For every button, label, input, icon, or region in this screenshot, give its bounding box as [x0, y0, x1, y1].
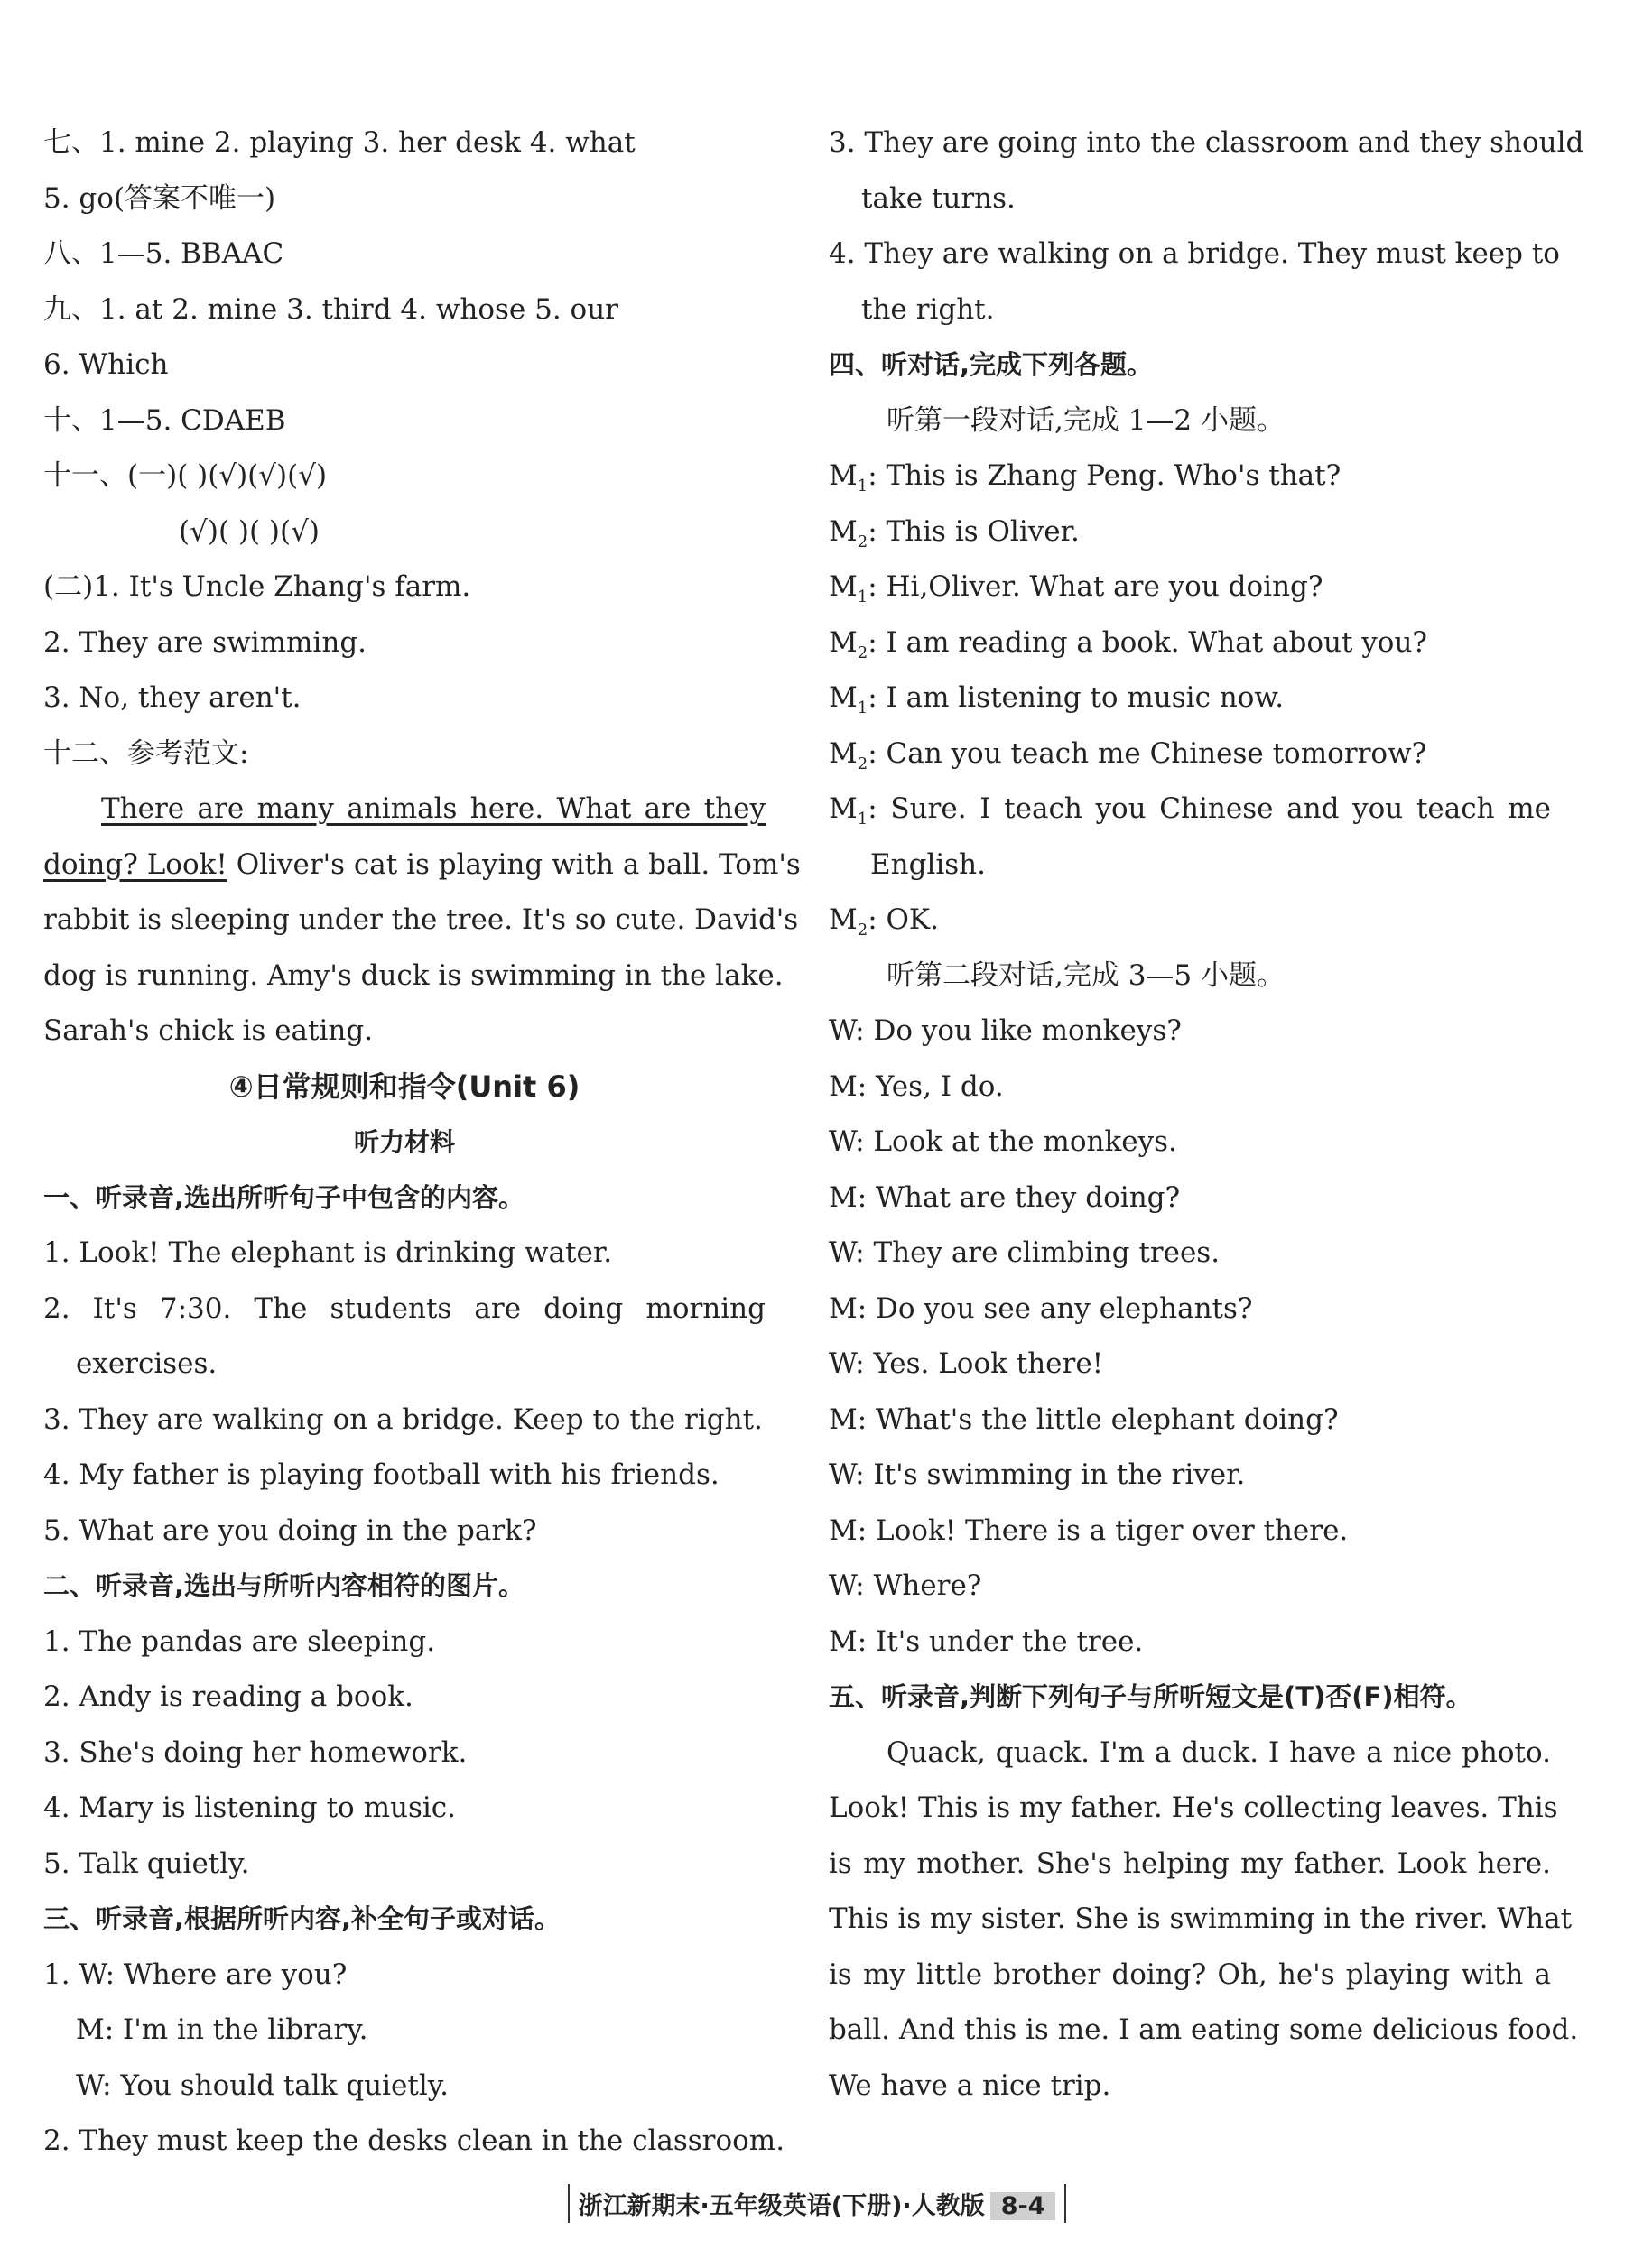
- speaker-number: 2: [857, 754, 868, 773]
- list-item: 5. Talk quietly.: [43, 1847, 250, 1880]
- dialogue-text: : Can you teach me Chinese tomorrow?: [868, 736, 1427, 770]
- list-item: 4. My father is playing football with his friends.: [43, 1458, 720, 1491]
- answer-line: 2. They are swimming.: [43, 625, 367, 659]
- dialogue-text: : This is Zhang Peng. Who's that?: [868, 459, 1342, 492]
- list-item: 1. W: Where are you?: [43, 1958, 348, 1991]
- dialogue-text: : I am listening to music now.: [868, 681, 1285, 714]
- dialogue-text: : This is Oliver.: [868, 514, 1080, 548]
- speaker: M: [829, 903, 858, 936]
- dialogue-line: W: Do you like monkeys?: [829, 1014, 1182, 1047]
- dialogue-line: [829, 616, 1551, 671]
- dialogue-text: : OK.: [868, 903, 939, 936]
- dialogue-text: : Hi,Oliver. What are you doing?: [868, 570, 1323, 603]
- listening-title: 听力材料: [353, 1127, 455, 1157]
- dialogue-line: [829, 449, 1551, 505]
- dialogue-line: English.: [870, 847, 986, 881]
- section-heading: 二、听录音,选出与所听内容相符的图片。: [43, 1570, 525, 1601]
- list-item: 1. The pandas are sleeping.: [43, 1625, 436, 1658]
- speaker: M: [829, 514, 858, 548]
- speaker-number: 1: [857, 810, 868, 829]
- list-item: 1. Look! The elephant is drinking water.: [43, 1236, 613, 1269]
- essay-line: Sarah's chick is eating.: [43, 1014, 374, 1047]
- dialogue-line: M: Do you see any elephants?: [829, 1291, 1253, 1325]
- answer-line: 七、1. mine 2. playing 3. her desk 4. what: [43, 126, 636, 159]
- page-number: 8-4: [990, 2192, 1056, 2220]
- answer-line: (√)( )( )(√): [179, 514, 320, 548]
- section-heading: 三、听录音,根据所听内容,补全句子或对话。: [43, 1903, 562, 1934]
- passage-line: ball. And this is me. I am eating some delicious food.: [829, 2013, 1579, 2046]
- answer-line: 6. Which: [43, 348, 169, 381]
- speaker: M: [829, 681, 858, 714]
- dialogue-line: [829, 671, 1551, 727]
- speaker: M: [829, 625, 858, 659]
- speaker: M: [829, 792, 858, 825]
- dialogue-line: W: Where?: [829, 1569, 982, 1602]
- passage-line: This is my sister. She is swimming in the river. What: [829, 1902, 1573, 1935]
- speaker-number: 2: [857, 921, 868, 940]
- list-item: 4. They are walking on a bridge. They must keep to: [829, 237, 1560, 270]
- list-item: 2. They must keep the desks clean in the classroom.: [43, 2125, 785, 2157]
- list-item: 4. Mary is listening to music.: [43, 1791, 456, 1824]
- dialogue-line: M: What's the little elephant doing?: [829, 1402, 1339, 1436]
- dialogue-line: M: What are they doing?: [829, 1180, 1181, 1214]
- dialogue-line: W: They are climbing trees.: [829, 1236, 1221, 1269]
- section-heading: 五、听录音,判断下列句子与所听短文是(T)否(F)相符。: [829, 1681, 1472, 1712]
- list-item: exercises.: [76, 1347, 218, 1380]
- dialogue-line: W: It's swimming in the river.: [829, 1458, 1246, 1491]
- list-item: 3. They are walking on a bridge. Keep to the right.: [43, 1402, 763, 1436]
- dialogue-line: M: It's under the tree.: [829, 1625, 1144, 1658]
- list-item: the right.: [861, 292, 995, 326]
- speaker: M: [829, 570, 858, 603]
- list-item: 2. It's 7:30. The students are doing morning: [43, 1291, 766, 1325]
- passage-line: is my mother. She's helping my father. Look here.: [829, 1847, 1551, 1880]
- footer-box: [568, 2184, 1067, 2223]
- passage-line: Quack, quack. I'm a duck. I have a nice photo.: [887, 1736, 1551, 1769]
- answer-line: (二)1. It's Uncle Zhang's farm.: [43, 570, 471, 603]
- section-heading: 四、听对话,完成下列各题。: [829, 349, 1154, 380]
- right-column: [829, 116, 1584, 2114]
- essay-line: rabbit is sleeping under the tree. It's so cute. David's: [43, 903, 799, 936]
- answer-line: 十二、参考范文:: [43, 736, 249, 770]
- dialogue-line: [829, 505, 1551, 560]
- speaker: M: [829, 459, 858, 492]
- dialogue-text: : I am reading a book. What about you?: [868, 625, 1428, 659]
- speaker-number: 1: [857, 588, 868, 607]
- answer-line: 九、1. at 2. mine 3. third 4. whose 5. our: [43, 292, 618, 326]
- essay-text: Oliver's cat is playing with a ball. Tom's: [227, 847, 801, 881]
- dialogue-part-title: 听第一段对话,完成 1—2 小题。: [887, 403, 1286, 437]
- answer-line: 十一、(一)( )(√)(√)(√): [43, 459, 328, 492]
- passage-line: We have a nice trip.: [829, 2069, 1111, 2102]
- section-heading: 一、听录音,选出所听句子中包含的内容。: [43, 1181, 525, 1213]
- dialogue-text: : Sure. I teach you Chinese and you teach me: [868, 792, 1551, 825]
- footer-title: 浙江新期末·五年级英语(下册)·人教版: [578, 2192, 985, 2220]
- dialogue-line: [829, 893, 1551, 949]
- answer-line: 3. No, they aren't.: [43, 681, 302, 714]
- list-item: 5. What are you doing in the park?: [43, 1514, 537, 1547]
- essay-underlined: doing? Look!: [43, 847, 227, 881]
- list-item: 3. They are going into the classroom and they should: [829, 126, 1584, 159]
- speaker: M: [829, 736, 858, 770]
- list-item: 3. She's doing her homework.: [43, 1736, 468, 1769]
- essay-underlined: There are many animals here. What are they: [101, 792, 766, 825]
- dialogue-line: [829, 560, 1551, 616]
- essay-line: dog is running. Amy's duck is swimming in the lake.: [43, 958, 784, 992]
- dialogue-line: W: Yes. Look there!: [829, 1347, 1104, 1380]
- list-item: W: You should talk quietly.: [76, 2069, 450, 2102]
- dialogue-line: [829, 782, 1551, 838]
- answer-line: 十、1—5. CDAEB: [43, 403, 286, 437]
- list-item: M: I'm in the library.: [76, 2013, 368, 2046]
- speaker-number: 2: [857, 532, 868, 551]
- passage-line: is my little brother doing? Oh, he's playing with a: [829, 1958, 1551, 1991]
- essay-line: [43, 838, 801, 893]
- speaker-number: 1: [857, 477, 868, 496]
- speaker-number: 2: [857, 643, 868, 662]
- dialogue-line: [829, 727, 1551, 782]
- dialogue-line: M: Look! There is a tiger over there.: [829, 1514, 1349, 1547]
- speaker-number: 1: [857, 699, 868, 718]
- list-item: 2. Andy is reading a book.: [43, 1680, 413, 1713]
- left-column: [43, 116, 801, 2170]
- dialogue-part-title: 听第二段对话,完成 3—5 小题。: [887, 958, 1286, 992]
- passage-line: Look! This is my father. He's collecting leaves. This: [829, 1791, 1558, 1824]
- dialogue-line: W: Look at the monkeys.: [829, 1125, 1177, 1158]
- dialogue-line: M: Yes, I do.: [829, 1069, 1004, 1103]
- unit-title: ④日常规则和指令(Unit 6): [228, 1069, 580, 1104]
- essay-line: [43, 782, 766, 838]
- page-footer: [0, 2184, 1634, 2223]
- answer-line: 八、1—5. BBAAC: [43, 237, 284, 270]
- answer-line: 5. go(答案不唯一): [43, 181, 276, 215]
- list-item: take turns.: [861, 181, 1016, 215]
